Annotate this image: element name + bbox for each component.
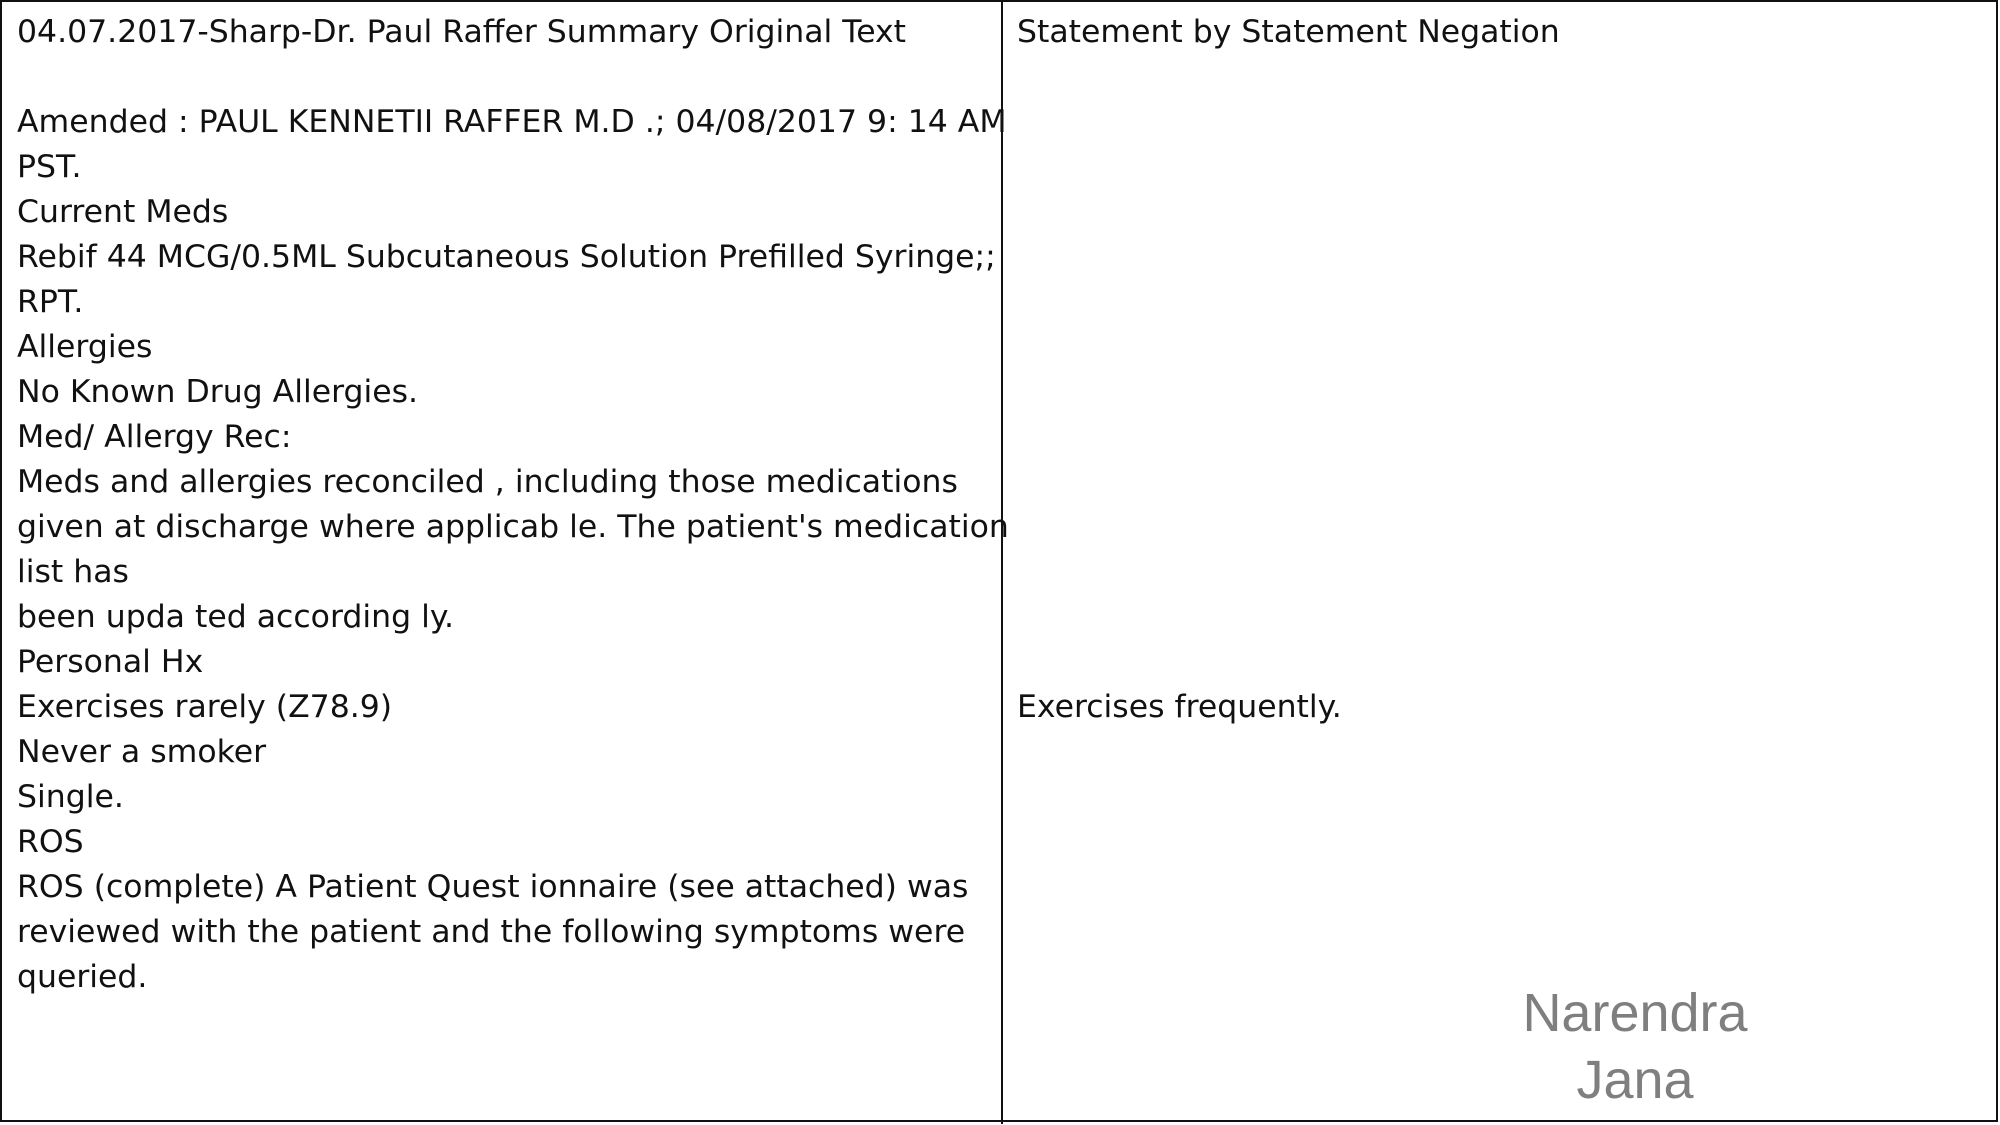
text-line: been upda ted according ly. (17, 599, 454, 635)
text-line: RPT. (17, 284, 84, 320)
negation-statement: Exercises frequently. (1017, 689, 1342, 725)
text-line: given at discharge where applicab le. The patient's medication (17, 509, 1009, 545)
text-line: Allergies (17, 329, 153, 365)
watermark-first-name: Narendra (1522, 983, 1748, 1043)
original-text-header: 04.07.2017-Sharp-Dr. Paul Raffer Summary Original Text (17, 14, 907, 50)
text-line: Exercises rarely (Z78.9) (17, 689, 393, 725)
text-line: ROS (17, 824, 84, 860)
text-line: No Known Drug Allergies. (17, 374, 419, 410)
text-line: reviewed with the patient and the following symptoms were (17, 914, 966, 950)
text-line: Rebif 44 MCG/0.5ML Subcutaneous Solution Prefilled Syringe;; (17, 239, 996, 275)
text-line: Single. (17, 779, 124, 815)
column-divider (1001, 2, 1003, 1124)
text-line: Current Meds (17, 194, 229, 230)
text-line: list has (17, 554, 129, 590)
watermark-last-name: Jana (1576, 1050, 1694, 1110)
text-line: Meds and allergies reconciled , including those medications (17, 464, 958, 500)
text-line: PST. (17, 149, 82, 185)
text-line: ROS (complete) A Patient Quest ionnaire (see attached) was (17, 869, 969, 905)
text-line: Personal Hx (17, 644, 204, 680)
author-watermark (1410, 980, 1860, 1114)
negation-header: Statement by Statement Negation (1017, 14, 1560, 50)
text-line: queried. (17, 959, 148, 995)
text-line: Never a smoker (17, 734, 267, 770)
text-line: Amended : PAUL KENNETII RAFFER M.D .; 04/08/2017 9: 14 AM (17, 104, 1007, 140)
text-line: Med/ Allergy Rec: (17, 419, 292, 455)
